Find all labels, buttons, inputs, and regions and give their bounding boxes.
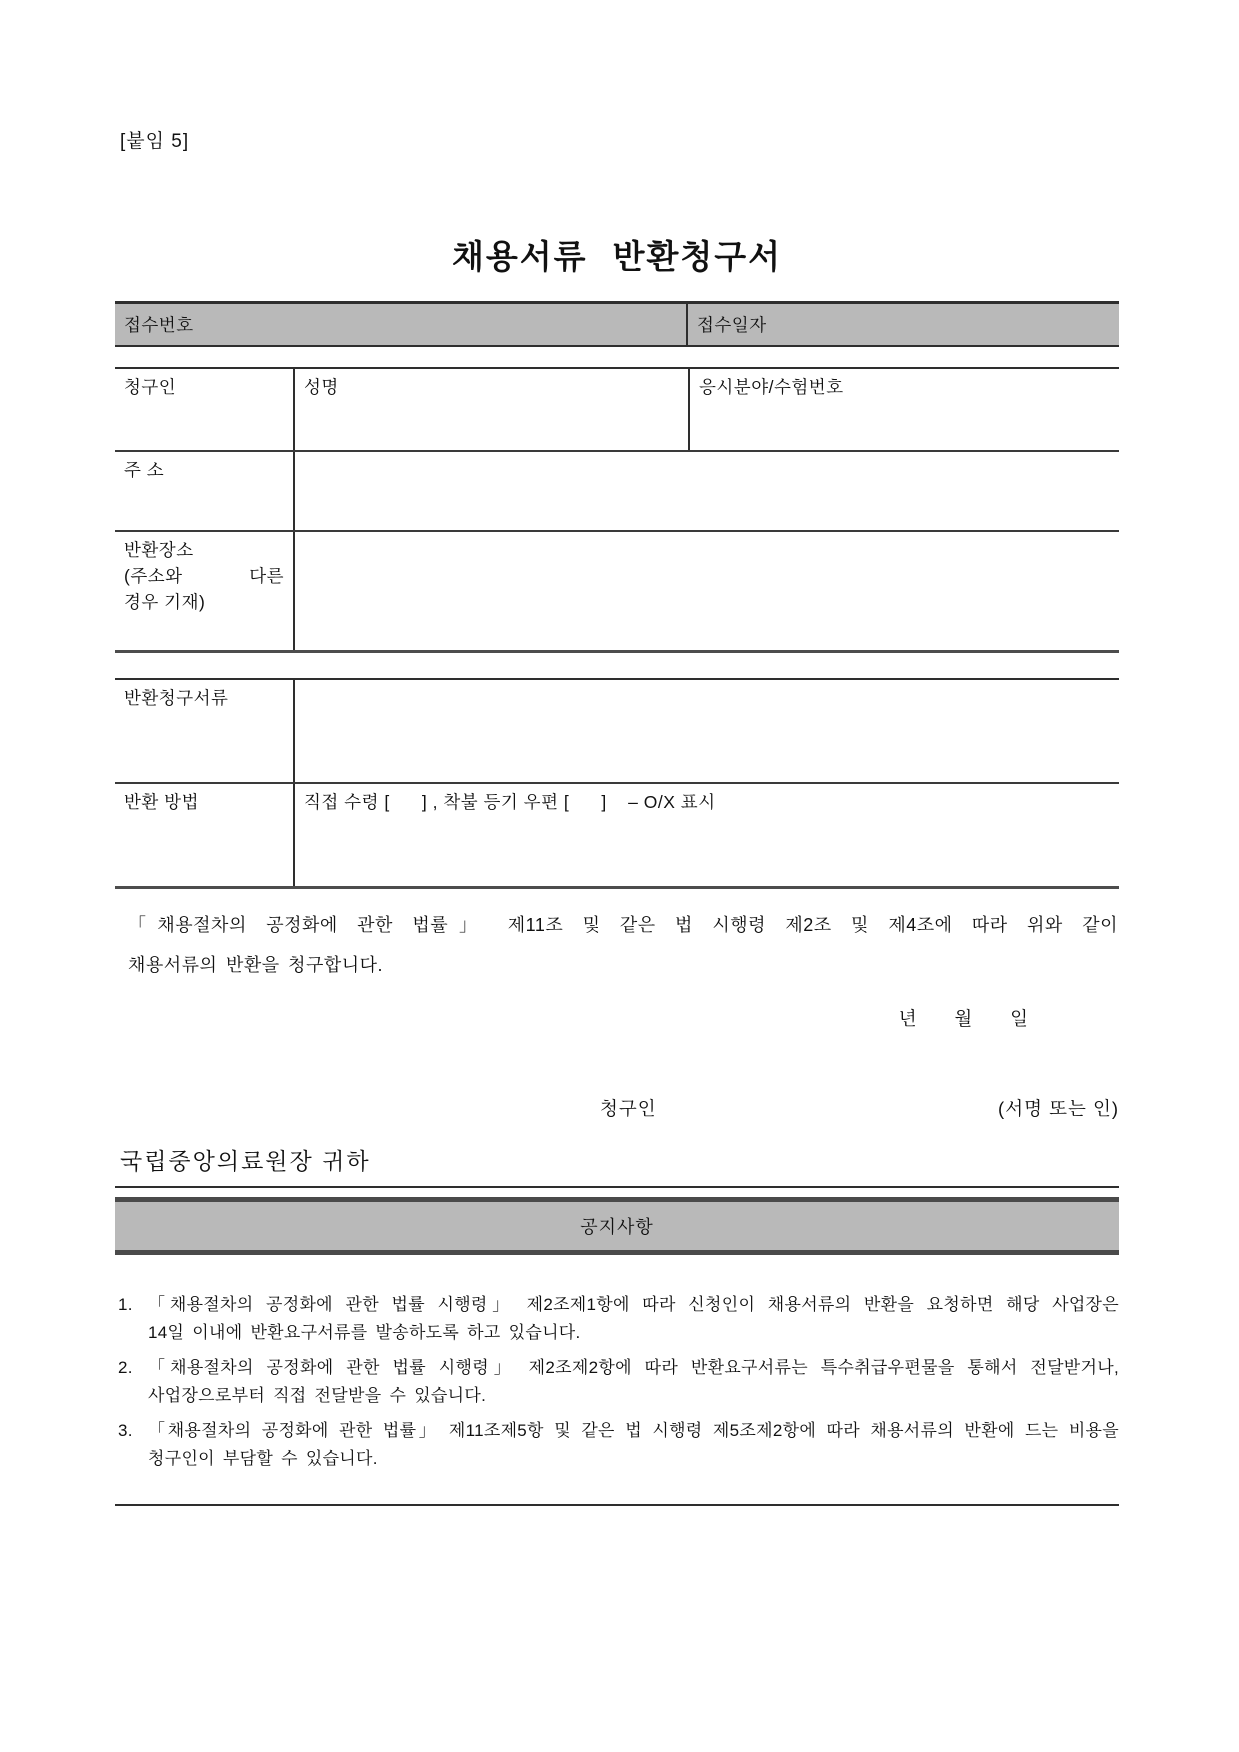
notice-item — [118, 1354, 1119, 1410]
signature-claimant-label: 청구인 — [600, 1098, 657, 1119]
receipt-date-label: 접수일자 — [697, 315, 767, 335]
receipt-header-band — [115, 301, 1119, 347]
date-line: 년 월 일 — [898, 1008, 1029, 1029]
table-row-address — [115, 452, 1119, 532]
notice-item-line1: 「채용절차의 공정화에 관한 법률 시행령」 제2조제1항에 따라 신청인이 채용서류의 반환을 요청하면 해당 사업장은 — [148, 1295, 1119, 1314]
declaration-line1: 「채용절차의 공정화에 관한 법률」 제11조 및 같은 법 시행령 제2조 및 제4조에 따라 위와 같이 — [128, 915, 1118, 935]
return-method-options-cell: 직접 수령 [ ] , 착불 등기 우편 [ ] – O/X 표시 — [293, 784, 1119, 886]
notice-band — [115, 1197, 1119, 1255]
notice-list — [118, 1291, 1119, 1480]
notice-item-line2: 청구인이 부담할 수 있습니다. — [148, 1449, 378, 1468]
return-method-label: 반환 방법 — [124, 792, 199, 812]
return-place-label-line1: 반환장소 — [124, 540, 194, 560]
return-docs-label-cell — [115, 680, 293, 782]
notice-item-number: 1. — [118, 1295, 133, 1314]
declaration-paragraph — [128, 905, 1118, 985]
page-title: 채용서류 반환청구서 — [451, 238, 783, 275]
return-place-label-line2-word1: (주소와 — [124, 566, 183, 586]
claimant-table — [115, 367, 1119, 653]
notice-item-line1: 「채용절차의 공정화에 관한 법률」 제11조제5항 및 같은 법 시행령 제5조제2항에 따라 채용서류의 반환에 드는 비용을 — [148, 1421, 1119, 1440]
exam-field-label: 응시분야/수험번호 — [699, 377, 844, 397]
table-row-return-method — [115, 784, 1119, 889]
return-place-label-line3: 경우 기재) — [124, 592, 206, 612]
return-docs-input-cell — [293, 680, 1119, 782]
return-request-table — [115, 678, 1119, 889]
claimant-label-cell — [115, 369, 293, 450]
exam-field-input-cell — [688, 369, 1119, 450]
table-row-claimant — [115, 369, 1119, 452]
name-label: 성명 — [304, 377, 339, 397]
notice-item-line1: 「채용절차의 공정화에 관한 법률 시행령」 제2조제2항에 따라 반환요구서류는 특수취급우편물을 통해서 전달받거나, — [148, 1358, 1119, 1377]
notice-item-number: 3. — [118, 1421, 133, 1440]
return-method-label-cell — [115, 784, 293, 886]
return-place-label-line2 — [124, 563, 284, 589]
divider-rule-top — [115, 1186, 1119, 1188]
notice-item-line2: 14일 이내에 반환요구서류를 발송하도록 하고 있습니다. — [148, 1323, 581, 1342]
receipt-number-label: 접수번호 — [124, 315, 194, 335]
claimant-label: 청구인 — [124, 377, 177, 397]
notice-item-number: 2. — [118, 1358, 133, 1377]
notice-title: 공지사항 — [580, 1217, 654, 1237]
bottom-rule — [115, 1504, 1119, 1506]
addressee-line: 국립중앙의료원장 귀하 — [120, 1148, 371, 1174]
signature-line — [115, 1095, 1119, 1121]
table-row-return-docs — [115, 680, 1119, 784]
notice-item — [118, 1291, 1119, 1347]
receipt-number-cell — [115, 304, 688, 345]
address-input-cell — [293, 452, 1119, 530]
attachment-label: [붙임 5] — [120, 131, 190, 152]
return-place-label-line2-word2: 다른 — [249, 566, 284, 586]
address-label-cell — [115, 452, 293, 530]
sign-or-seal-label: (서명 또는 인) — [998, 1098, 1119, 1119]
return-docs-label: 반환청구서류 — [124, 688, 229, 708]
address-label: 주 소 — [124, 460, 165, 480]
receipt-date-cell — [688, 304, 1119, 345]
name-input-cell — [293, 369, 688, 450]
declaration-line2: 채용서류의 반환을 청구합니다. — [128, 955, 384, 975]
notice-item-line2: 사업장으로부터 직접 전달받을 수 있습니다. — [148, 1386, 487, 1405]
notice-item-body — [148, 1417, 1119, 1473]
notice-item-body — [148, 1291, 1119, 1347]
table-row-return-place — [115, 532, 1119, 653]
notice-item — [118, 1417, 1119, 1473]
return-place-input-cell — [293, 532, 1119, 650]
return-place-label-cell — [115, 532, 293, 650]
notice-item-body — [148, 1354, 1119, 1410]
